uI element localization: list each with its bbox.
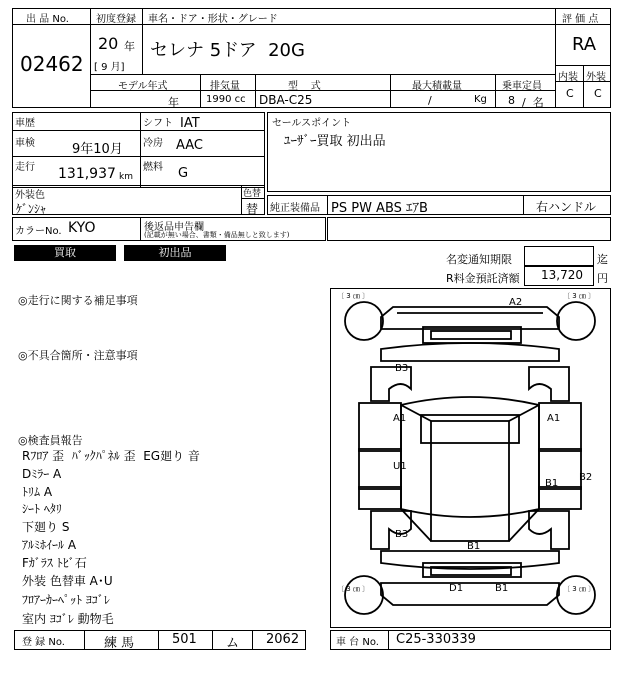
specs-left — [12, 112, 265, 188]
fuel-value: G — [178, 166, 189, 181]
chassis-label: 車 台 No. — [336, 637, 379, 648]
report-line: 室内 ﾖｺﾞﾚ 動物毛 — [22, 612, 114, 626]
report-line: 下廻り S — [22, 520, 70, 534]
recycle-label: R料金預託済額 — [446, 272, 520, 285]
lot-label: 出 品 No. — [26, 14, 69, 25]
mark-a1-left: A1 — [393, 413, 407, 424]
car-diagram — [330, 288, 611, 628]
recycle-unit: 円 — [597, 272, 608, 285]
reg-number: 2062 — [266, 632, 300, 647]
report-line: Fｶﾞﾗｽ ﾄﾋﾞ石 — [22, 556, 87, 570]
driving-remarks-title: ◎走行に関する補足事項 — [18, 294, 138, 307]
corner-label: 〔 3 ㎝ 〕 — [563, 292, 596, 300]
car-name-label: 車名・ドア・形状・グレード — [148, 14, 278, 25]
sales-point-text: ﾕｰｻﾞｰ買取 初出品 — [284, 134, 386, 149]
fuel-label: 燃料 — [143, 162, 163, 173]
reg-label: 登 録 No. — [22, 637, 65, 648]
reg-kana: ム — [226, 636, 240, 651]
shift-value: IAT — [180, 116, 200, 131]
model-year-label: モデル年式 — [118, 81, 168, 92]
displacement-label: 排気量 — [210, 81, 240, 92]
max-load-unit: Kg — [474, 94, 487, 105]
recycle-amount: 13,720 — [541, 268, 583, 282]
interior-label: 内装 — [558, 72, 578, 83]
name-change-unit: 迄 — [597, 253, 608, 266]
car-body-diagram — [331, 289, 610, 627]
ext-color-value: ｹﾞﾝｼｬ — [16, 202, 47, 216]
inspection-value: 9年10月 — [72, 142, 123, 157]
reg-area: 練 馬 — [104, 636, 135, 651]
rating-label: 評 価 点 — [562, 14, 599, 25]
first-reg-label: 初度登録 — [96, 14, 136, 25]
inspection-label: 車検 — [15, 138, 35, 149]
handle-value: 右ハンドル — [536, 200, 597, 214]
mark-a2: A2 — [509, 297, 523, 308]
ac-label: 冷房 — [143, 138, 163, 149]
tag-first-listing: 初出品 — [124, 245, 226, 261]
ac-value: AAC — [176, 138, 203, 153]
ext-color-label: 外装色 — [15, 190, 45, 201]
mark-b2: B2 — [579, 472, 593, 483]
capacity-unit: / 名 — [522, 96, 544, 109]
sales-point-label: セールスポイント — [272, 118, 352, 129]
displacement-value: 1990 cc — [206, 94, 246, 105]
report-line: ﾄﾘﾑ A — [22, 485, 53, 499]
first-reg-month: [ 9 月] — [94, 62, 125, 73]
repaint-value: 替 — [246, 202, 259, 216]
equipment-value: PS PW ABS ｴｱB — [331, 201, 428, 216]
mark-u1: U1 — [393, 461, 407, 472]
report-line: ﾌﾛｱｰｶｰﾍﾟｯﾄ ﾖｺﾞﾚ — [22, 593, 110, 607]
corner-label: 〔 3 ㎝ 〕 — [337, 292, 370, 300]
shift-label: シフト — [143, 118, 173, 129]
mark-b3-front: B3 — [395, 363, 409, 374]
corner-label: 〔 3 ㎝ 〕 — [563, 585, 596, 593]
equipment-label: 純正装備品 — [270, 203, 320, 214]
max-load-value: / — [428, 94, 432, 107]
first-reg-year: 20 — [98, 34, 119, 53]
interior-grade: C — [566, 87, 574, 100]
capacity-label: 乗車定員 — [502, 81, 542, 92]
mileage-value: 131,937 — [58, 166, 116, 182]
history-label: 車歴 — [15, 118, 35, 129]
aftermarket-note: (記載が無い場合、書類・備品無しと致します) — [144, 231, 290, 239]
report-line: ｱﾙﾐﾎｲｰﾙ A — [22, 538, 77, 552]
mark-b1-rear: B1 — [495, 583, 509, 594]
car-name: セレナ 5ドア 20G — [150, 40, 305, 61]
name-change-value — [524, 246, 594, 266]
rating-value: RA — [572, 34, 597, 55]
capacity-value: 8 — [508, 94, 515, 107]
repaint-label: 色替 — [243, 189, 262, 199]
color-no-value: KYO — [68, 220, 96, 236]
lot-number: 02462 — [20, 52, 84, 76]
mark-b3-rear: B3 — [395, 529, 409, 540]
defect-remarks-title: ◎不具合箇所・注意事項 — [18, 349, 138, 362]
mark-a1-right: A1 — [547, 413, 561, 424]
inspector-report-title: ◎検査員報告 — [18, 434, 83, 447]
corner-label: 〔 3 ㎝ 〕 — [337, 585, 370, 593]
mileage-label: 走行 — [15, 162, 35, 173]
mark-b1-right: B1 — [545, 478, 559, 489]
ext-color-box — [12, 185, 265, 215]
aftermarket-label: 後返品申告欄 — [144, 222, 204, 233]
mileage-unit: km — [119, 172, 133, 182]
report-line: Dﾐﾗｰ A — [22, 467, 62, 481]
blank-box — [327, 217, 611, 241]
report-line: Rﾌﾛｱ 歪 ﾊﾞｯｸﾊﾟﾈﾙ 歪 EG廻り 音 — [22, 449, 200, 463]
exterior-grade: C — [594, 87, 602, 100]
model-type-label: 型 式 — [288, 81, 321, 92]
report-line: 外装 色替車 A･U — [22, 574, 113, 588]
exterior-label: 外装 — [586, 72, 606, 83]
color-no-label: カラーNo. — [15, 226, 62, 237]
tag-buyout: 買取 — [14, 245, 116, 261]
first-reg-year-unit: 年 — [124, 40, 135, 53]
max-load-label: 最大積載量 — [412, 81, 462, 92]
model-year-unit: 年 — [168, 96, 179, 109]
mark-d1: D1 — [449, 583, 464, 594]
mark-b1-bottom: B1 — [467, 541, 481, 552]
name-change-label: 名変通知期限 — [446, 253, 512, 266]
chassis-number: C25-330339 — [396, 632, 476, 647]
report-line: ｼｰﾄ ﾍﾀﾘ — [22, 502, 62, 516]
model-code: DBA-C25 — [259, 93, 313, 107]
reg-class: 501 — [172, 632, 197, 647]
